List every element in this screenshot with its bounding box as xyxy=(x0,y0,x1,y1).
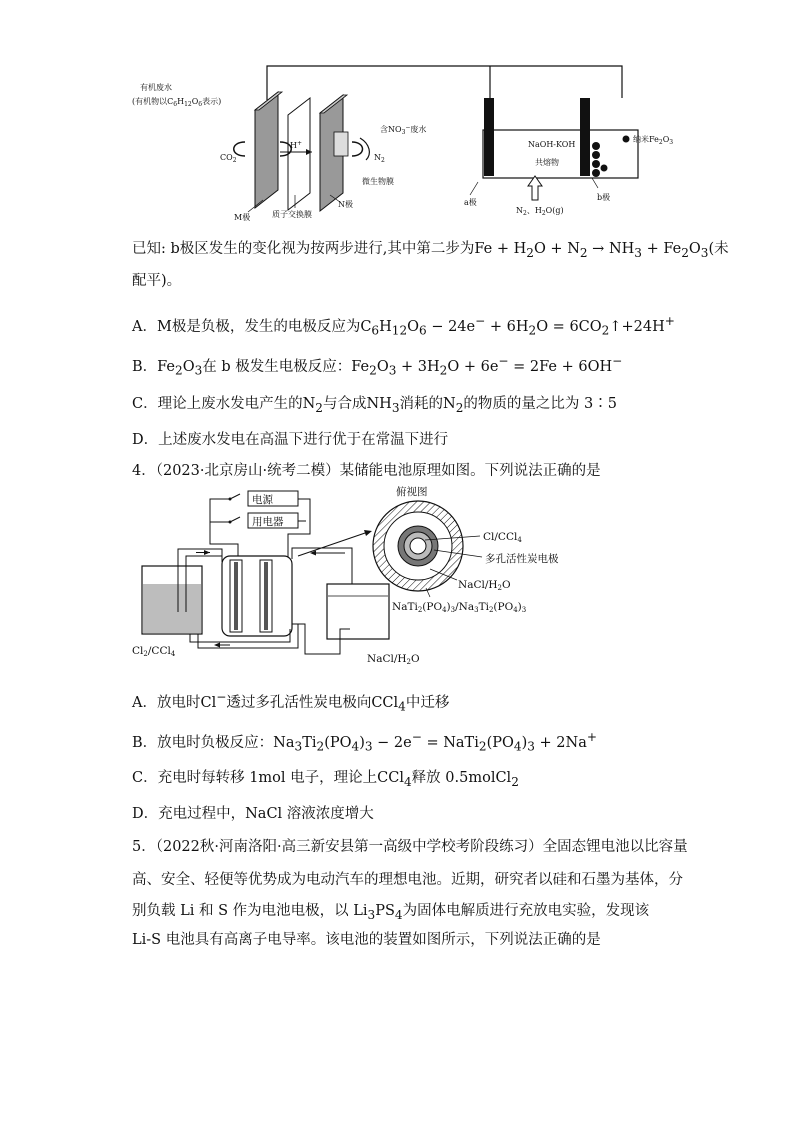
q4-stem: 4．（2023·北京房山·统考二模）某储能电池原理如图。下列说法正确的是 xyxy=(132,463,601,479)
svg-text:共熔物: 共熔物 xyxy=(535,158,559,167)
fuel-cell-figure xyxy=(130,60,690,225)
q5-stem-line-3: 别负载 Li 和 S 作为电池电极，以 $Li_3PS_4$为固体电解质进行充放电实验，发现该 xyxy=(132,903,650,922)
svg-text:(有机物以C6H12O6表示): (有机物以$C_6H_{12}O_6$表示) xyxy=(132,97,222,108)
svg-text:b极: b极 xyxy=(597,193,611,202)
q4-option-a[interactable]: A．放电时Cl−透过多孔活性炭电极向CCl$_4$中迁移 xyxy=(132,690,450,714)
molten-salt-cell xyxy=(483,130,638,178)
q3-option-d[interactable]: D．上述废水发电在高温下进行优于在常温下进行 xyxy=(132,432,449,448)
svg-text:微生物膜: 微生物膜 xyxy=(362,177,394,186)
svg-text:电源: 电源 xyxy=(252,494,273,506)
q4-option-d[interactable]: D．充电过程中，NaCl 溶液浓度增大 xyxy=(132,806,374,822)
storage-battery-figure xyxy=(130,484,580,669)
svg-text:多孔活性炭电极: 多孔活性炭电极 xyxy=(485,553,559,565)
external-wire xyxy=(267,66,622,100)
q4-option-b[interactable]: B．放电时负极反应：$Na_3Ti_2(PO_4)_3 - 2e^-$ = $NaTi_2(PO_4)_3 + 2Na^+$ xyxy=(132,730,597,754)
b-electrode-rod xyxy=(580,98,590,176)
biofilm-block xyxy=(334,132,348,156)
svg-text:NaCl/H2O: NaCl/H2O xyxy=(458,579,511,592)
q3-option-c[interactable]: C．理论上废水发电产生的$N_2$与合成$NH_3$消耗的$N_2$的物质的量之比为 3∶5 xyxy=(132,396,617,415)
svg-text:N2、H2O(g): $N_2$、$H_2O(g)$ xyxy=(516,206,564,217)
a-electrode-rod xyxy=(484,98,494,176)
q5-stem-line-2: 高、安全、轻便等优势成为电动汽车的理想电池。近期，研究者以硅和石墨为基体，分 xyxy=(132,872,683,888)
svg-text:俯视图: 俯视图 xyxy=(396,486,428,498)
q5-stem-line-4: Li-S 电池具有高离子电导率。该电池的装置如图所示，下列说法正确的是 xyxy=(132,932,601,948)
svg-text:CO2: $CO_2$ xyxy=(220,153,237,164)
svg-text:Cl2/CCl4: Cl2/CCl4 xyxy=(132,645,176,658)
q3-option-a[interactable]: A．M极是负极，发生的电极反应为$C_6H_{12}O_6 - 24e^- + 6H_2O$ = $6CO_2↑+24H^+$ xyxy=(132,314,675,338)
svg-text:纳米Fe2O3: 纳米$Fe_2O_3$ xyxy=(633,135,674,146)
q5-stem-line-1: 5．（2022秋·河南洛阳·高三新安县第一高级中学校考阶段练习）全固态锂电池以比容量 xyxy=(132,839,688,855)
svg-text:含NO3−废水: 含$NO_3^-$废水 xyxy=(380,124,427,136)
q3-option-b[interactable]: B．$Fe_2O_3$在 b 极发生电极反应：$Fe_2O_3 + 3H_2O + 6e^- = 2Fe + 6OH^-$ xyxy=(132,354,623,378)
nacl-beaker xyxy=(327,584,389,639)
known-condition-line-1: 已知: b极区发生的变化视为按两步进行,其中第二步为$Fe + H_2O + N_2 \to NH_3 + Fe_2O_3$(未 xyxy=(132,241,729,260)
svg-text:有机废水: 有机废水 xyxy=(140,83,172,92)
svg-text:NaCl/H2O: NaCl/H2O xyxy=(367,653,420,666)
q4-option-c[interactable]: C．充电时每转移 1mol 电子，理论上CCl$_4$释放 0.5molCl$_2$ xyxy=(132,770,519,789)
svg-text:a极: a极 xyxy=(464,198,477,207)
svg-text:M极: M极 xyxy=(234,213,251,222)
svg-text:N2: $N_2$ xyxy=(374,153,385,164)
svg-text:N极: N极 xyxy=(338,200,353,209)
svg-text:用电器: 用电器 xyxy=(252,516,284,528)
svg-text:质子交换膜: 质子交换膜 xyxy=(272,210,312,219)
nano-fe2o3-legend-dot xyxy=(623,136,630,143)
known-condition-line-2: 配平)。 xyxy=(132,273,182,289)
svg-text:H+: H+ xyxy=(290,140,303,150)
svg-text:Cl/CCl4: Cl/CCl4 xyxy=(483,531,522,544)
svg-text:NaTi2(PO4)3/Na3Ti2(PO4)3: NaTi2(PO4)3/Na3Ti2(PO4)3 xyxy=(392,601,527,614)
svg-text:NaOH-KOH: NaOH-KOH xyxy=(528,140,576,149)
